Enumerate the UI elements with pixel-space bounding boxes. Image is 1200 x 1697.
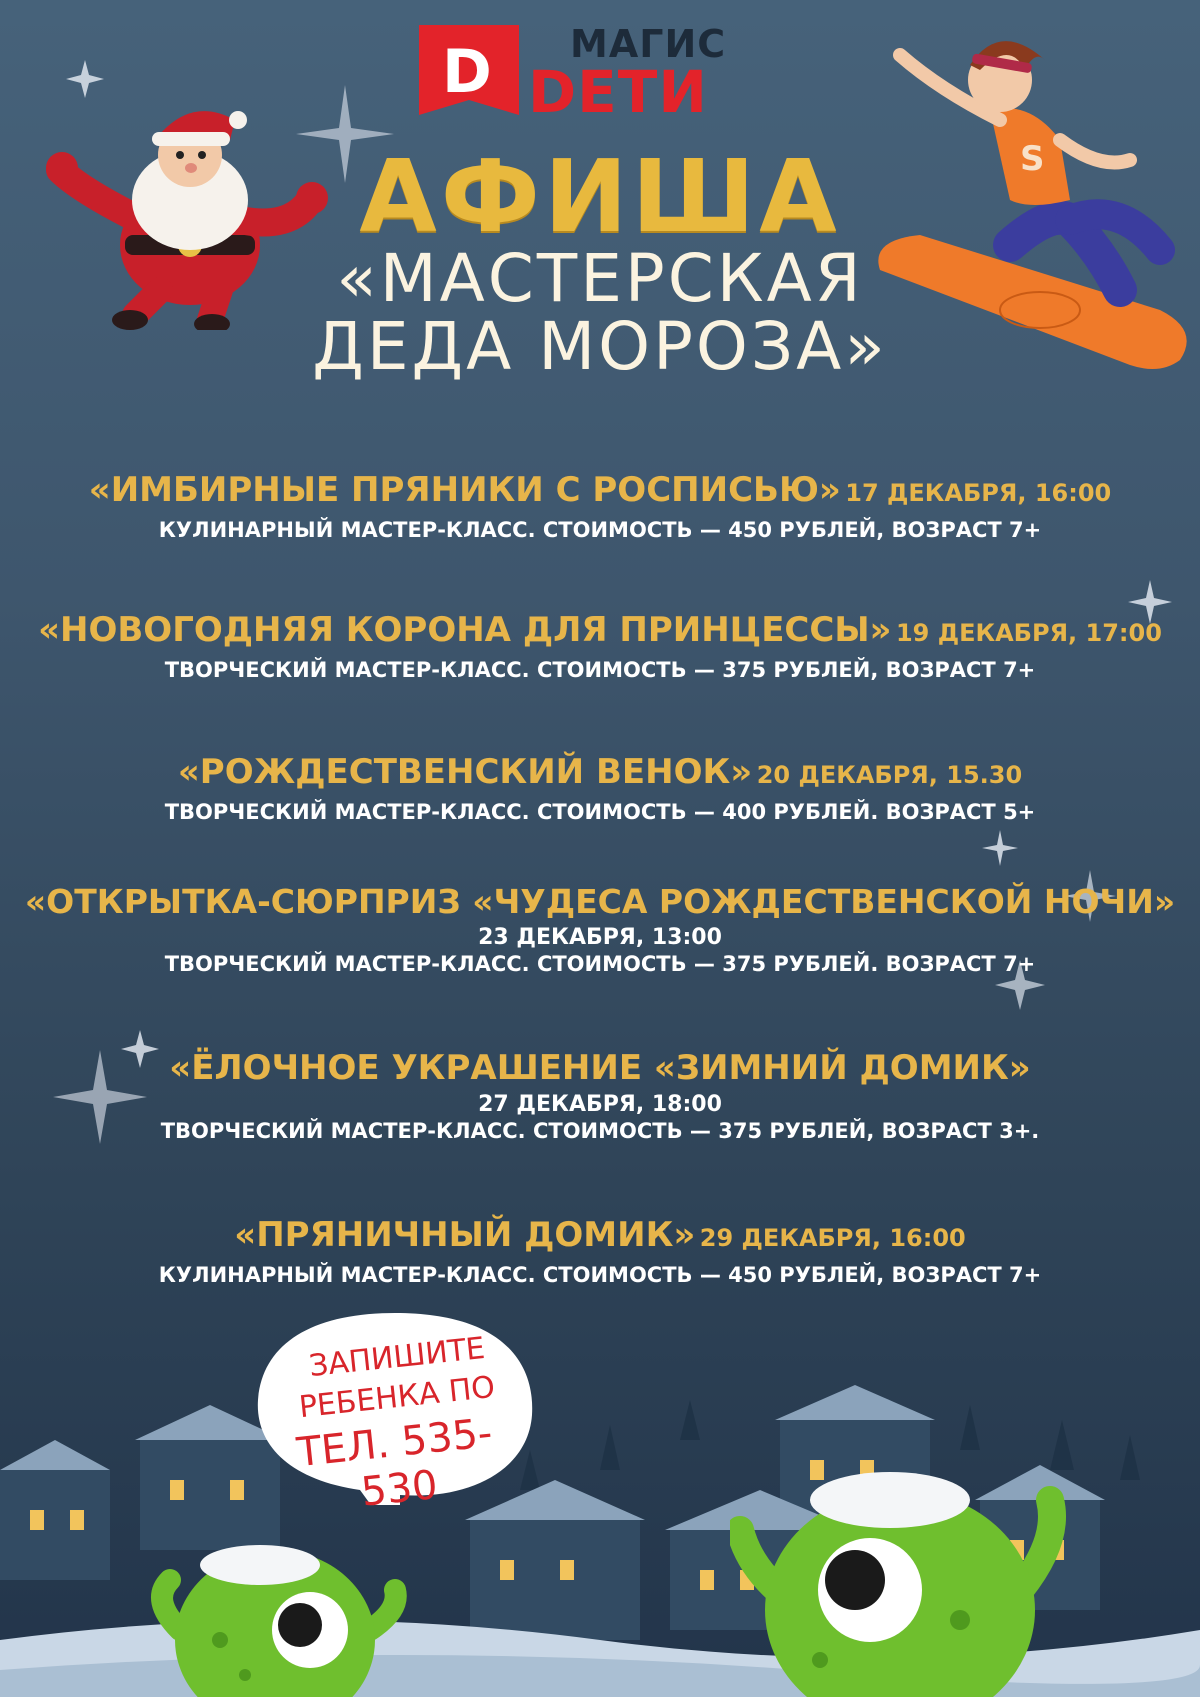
- logo-brand-top: МАГИС: [570, 22, 727, 66]
- event-item: [0, 610, 1200, 682]
- green-monster-illustration: [730, 1420, 1070, 1697]
- event-item: [0, 752, 1200, 824]
- event-date: 23 ДЕКАБРЯ, 13:00: [478, 925, 722, 950]
- event-title: «ОТКРЫТКА-СЮРПРИЗ «ЧУДЕСА РОЖДЕСТВЕНСКОЙ НОЧИ»: [24, 882, 1176, 921]
- event-date: 29 ДЕКАБРЯ, 16:00: [699, 1224, 966, 1252]
- callout-phone: ТЕЛ. 535-530: [294, 1410, 495, 1516]
- svg-text:S: S: [1020, 139, 1045, 179]
- logo-letter: D: [442, 37, 492, 107]
- event-item: [0, 1048, 1200, 1143]
- event-description: ТВОРЧЕСКИЙ МАСТЕР-КЛАСС. СТОИМОСТЬ — 375 РУБЛЕЙ, ВОЗРАСТ 7+: [164, 658, 1036, 682]
- poster-subtitle-line2: ДЕДА МОРОЗА»: [312, 308, 888, 385]
- logo-mark-icon: [414, 20, 524, 120]
- event-item: [0, 1215, 1200, 1287]
- callout-line1: ЗАПИШИТЕ: [307, 1330, 487, 1385]
- event-description: КУЛИНАРНЫЙ МАСТЕР-КЛАСС. СТОИМОСТЬ — 450 РУБЛЕЙ, ВОЗРАСТ 7+: [158, 518, 1042, 542]
- event-date: 17 ДЕКАБРЯ, 16:00: [845, 479, 1112, 507]
- event-item: [0, 470, 1200, 542]
- callout-line2: РЕБЕНКА ПО: [297, 1369, 497, 1426]
- event-date: 20 ДЕКАБРЯ, 15.30: [756, 761, 1023, 789]
- event-date: 27 ДЕКАБРЯ, 18:00: [478, 1092, 722, 1117]
- event-date: 19 ДЕКАБРЯ, 17:00: [895, 619, 1162, 647]
- event-title: «НОВОГОДНЯЯ КОРОНА ДЛЯ ПРИНЦЕССЫ»: [38, 610, 892, 650]
- event-item: [0, 882, 1200, 976]
- event-description: ТВОРЧЕСКИЙ МАСТЕР-КЛАСС. СТОИМОСТЬ — 400 РУБЛЕЙ. ВОЗРАСТ 5+: [164, 800, 1036, 824]
- poster-title: АФИША: [359, 138, 841, 255]
- poster-subtitle-line1: «МАСТЕРСКАЯ: [336, 240, 864, 317]
- event-title: «РОЖДЕСТВЕНСКИЙ ВЕНОК»: [177, 752, 753, 792]
- event-description: КУЛИНАРНЫЙ МАСТЕР-КЛАСС. СТОИМОСТЬ — 450 РУБЛЕЙ, ВОЗРАСТ 7+: [158, 1263, 1042, 1287]
- sparkle-icon: [982, 830, 1018, 866]
- event-title: «ИМБИРНЫЕ ПРЯНИКИ С РОСПИСЬЮ»: [88, 470, 841, 510]
- green-monster-illustration: [150, 1510, 410, 1697]
- event-description: ТВОРЧЕСКИЙ МАСТЕР-КЛАСС. СТОИМОСТЬ — 375 РУБЛЕЙ. ВОЗРАСТ 7+: [164, 952, 1036, 976]
- event-title: «ПРЯНИЧНЫЙ ДОМИК»: [234, 1215, 696, 1255]
- event-title: «ЁЛОЧНОЕ УКРАШЕНИЕ «ЗИМНИЙ ДОМИК»: [169, 1048, 1031, 1088]
- event-description: ТВОРЧЕСКИЙ МАСТЕР-КЛАСС. СТОИМОСТЬ — 375 РУБЛЕЙ, ВОЗРАСТ 3+.: [160, 1119, 1040, 1143]
- logo-brand-bottom: DETИ: [528, 58, 708, 126]
